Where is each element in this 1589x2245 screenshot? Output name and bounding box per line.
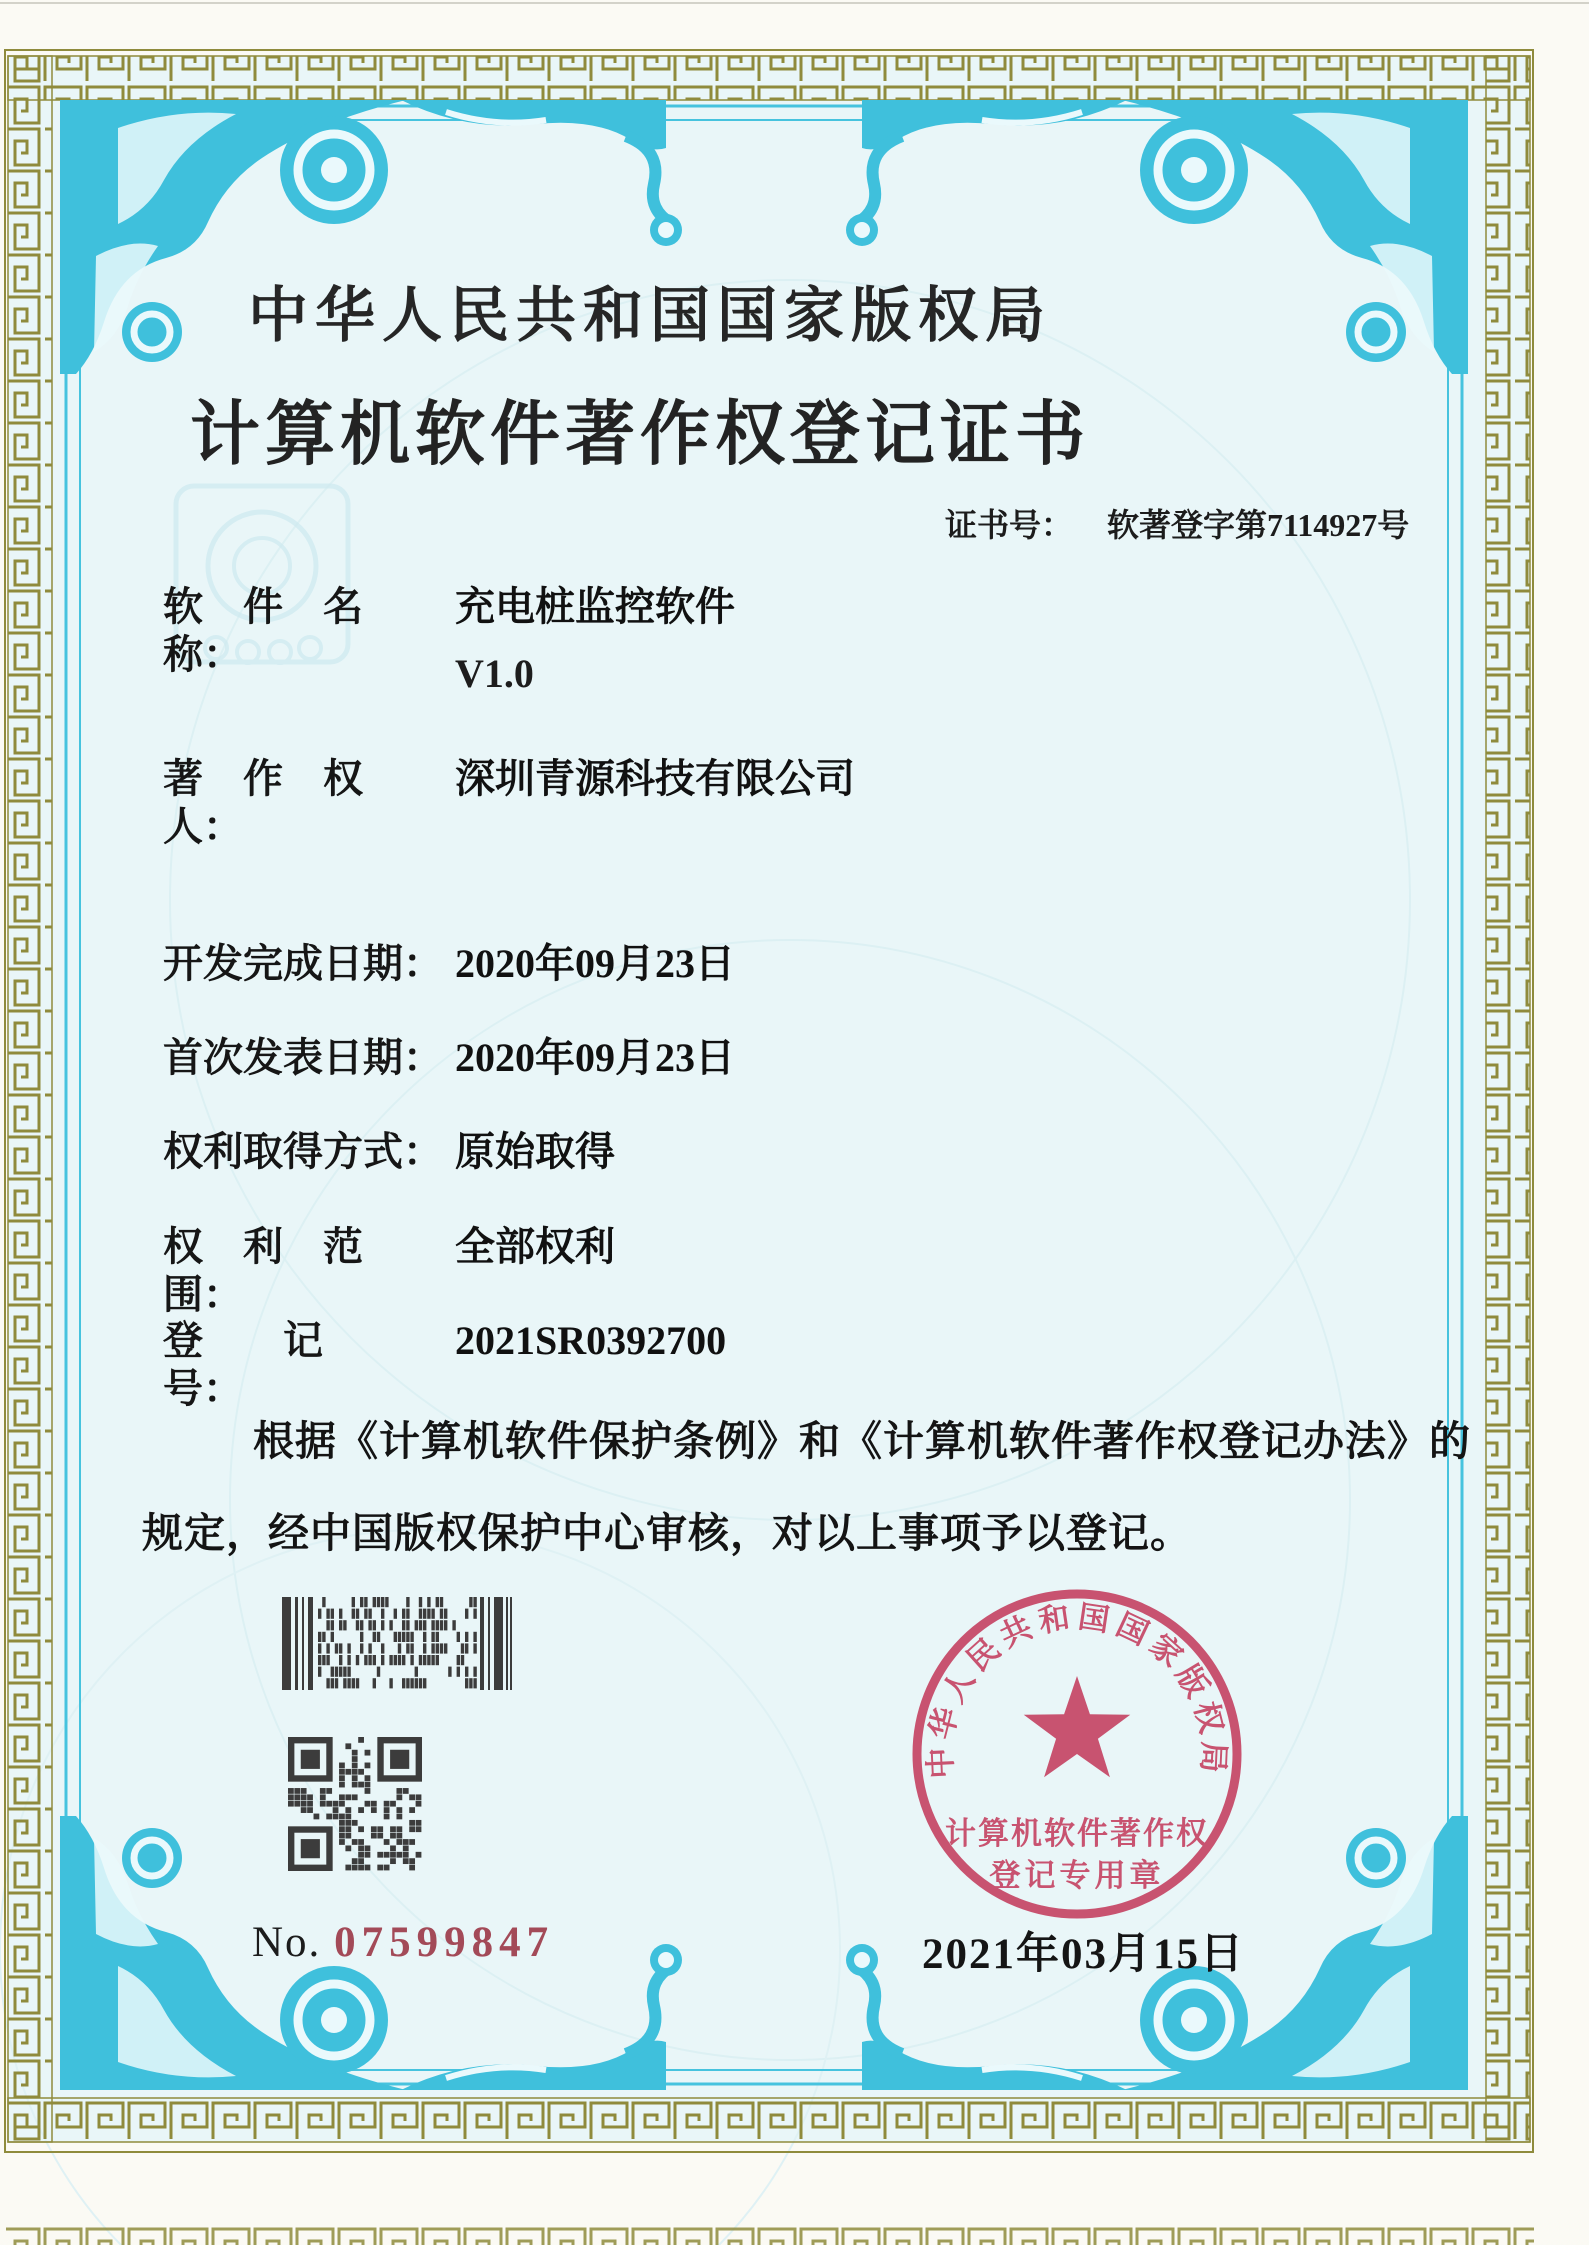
field-value: 2020年09月23日 (455, 941, 735, 986)
seal-ring-text: 中华人民共和国国家版权局 (922, 1598, 1232, 1780)
field-dev-complete-date (163, 940, 735, 988)
field-label: 登 记 号： (163, 1318, 403, 1411)
serial-number-value: 07599847 (334, 1919, 555, 1966)
field-copyright-owner (163, 755, 855, 851)
serial-number-line (252, 1918, 554, 1967)
field-value: 2020年09月23日 (455, 1035, 735, 1080)
field-software-name (163, 583, 735, 679)
field-first-publish-date (163, 1034, 735, 1082)
statement-line-2: 规定，经中国版权保护中心审核，对以上事项予以登记。 (142, 1510, 1192, 1556)
certificate-background (8, 56, 1530, 2142)
field-rights-acquisition (163, 1128, 615, 1176)
seal-text-line1: 计算机软件著作权 (945, 1816, 1209, 1851)
field-value: 全部权利 (455, 1224, 615, 1269)
field-label: 权 利 范 围： (163, 1224, 403, 1317)
field-software-version: V1.0 (455, 651, 534, 696)
field-value: 深圳青源科技有限公司 (455, 756, 855, 801)
field-registration-number (163, 1317, 726, 1413)
barcode (282, 1597, 512, 1690)
statement-line-1: 根据《计算机软件保护条例》和《计算机软件著作权登记办法》的 (253, 1418, 1471, 1464)
field-label: 首次发表日期： (163, 1035, 443, 1080)
certificate-title: 计算机软件著作权登记证书 (190, 397, 1090, 474)
field-label: 开发完成日期： (163, 941, 443, 986)
certificate-number-line (945, 500, 1409, 546)
official-seal (905, 1582, 1250, 1927)
field-value: 充电桩监控软件 (455, 584, 735, 629)
seal-text-line2: 登记专用章 (989, 1858, 1165, 1893)
field-label: 著 作 权 人： (163, 756, 403, 849)
certificate-number-label: 证书号： (945, 507, 1074, 543)
field-value: 原始取得 (455, 1129, 615, 1174)
field-value: 2021SR0392700 (455, 1318, 727, 1363)
field-label: 软 件 名 称： (163, 584, 403, 677)
red-star-icon (1024, 1676, 1131, 1777)
field-rights-scope (163, 1223, 615, 1319)
authority-title: 中华人民共和国国家版权局 (248, 283, 1052, 349)
issue-date: 2021年03月15日 (922, 1931, 1245, 1978)
serial-number-label: No. (252, 1919, 322, 1966)
qr-code (288, 1737, 422, 1871)
certificate-number-value: 软著登字第7114927号 (1107, 507, 1410, 543)
field-label: 权利取得方式： (163, 1129, 443, 1174)
